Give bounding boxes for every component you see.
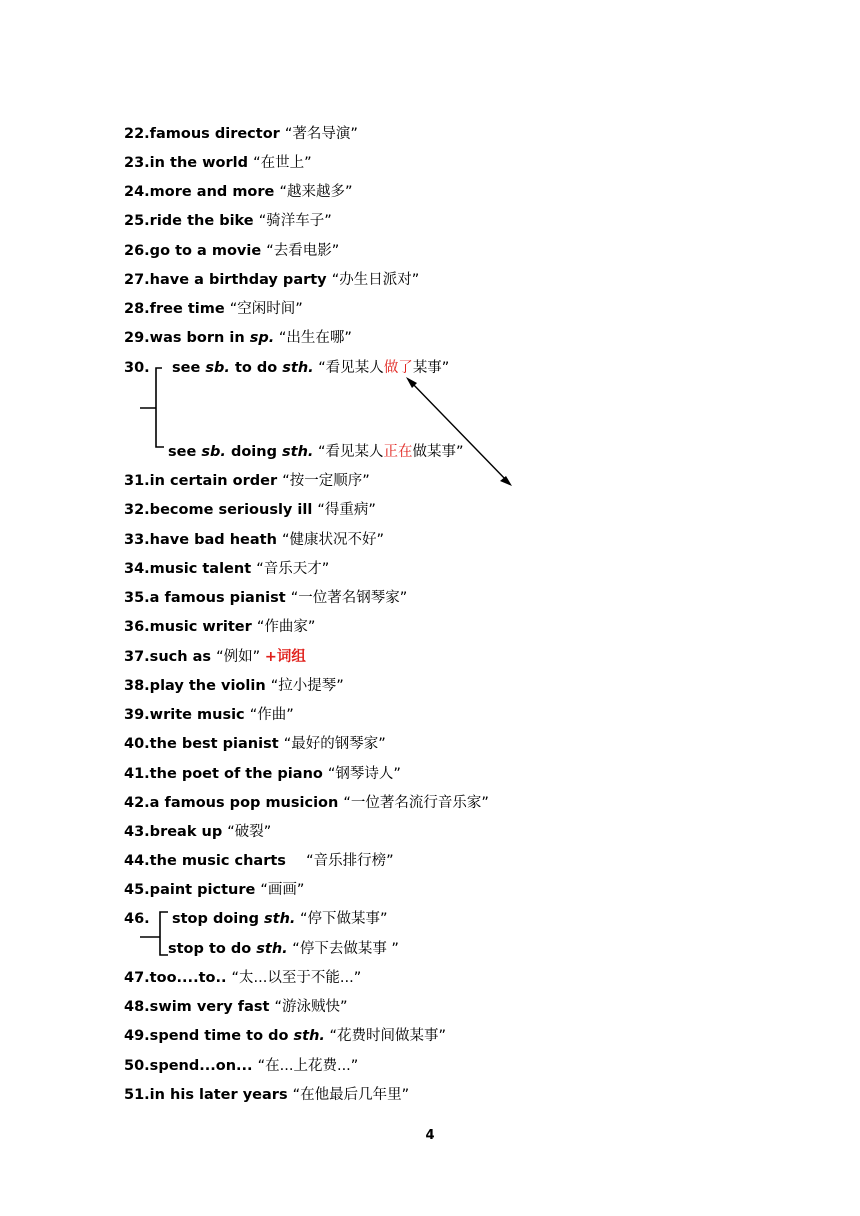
vocab-line-46a: stop doing sth. “停下做某事” bbox=[172, 911, 388, 927]
double-arrow bbox=[410, 381, 508, 482]
vocab-line-51: 51.in his later years “在他最后几年里” bbox=[124, 1087, 410, 1103]
vocab-line-34: 34.music talent “音乐天才” bbox=[124, 561, 330, 577]
vocab-line-30b: see sb. doing sth. “看见某人正在做某事” bbox=[168, 444, 464, 460]
vocab-line-38: 38.play the violin “拉小提琴” bbox=[124, 678, 344, 694]
vocab-line-45: 45.paint picture “画画” bbox=[124, 882, 305, 898]
vocab-line-23: 23.in the world “在世上” bbox=[124, 155, 312, 171]
vocab-line-48: 48.swim very fast “游泳贼快” bbox=[124, 999, 348, 1015]
vocab-line-46b: stop to do sth. “停下去做某事 ” bbox=[168, 941, 399, 957]
vocab-line-37: 37.such as “例如” +词组 bbox=[124, 649, 306, 665]
vocab-line-22: 22.famous director “著名导演” bbox=[124, 126, 358, 142]
vocab-line-46-number: 46. bbox=[124, 911, 150, 927]
vocab-line-32: 32.become seriously ill “得重病” bbox=[124, 502, 376, 518]
vocab-line-36: 36.music writer “作曲家” bbox=[124, 619, 316, 635]
vocab-line-47: 47.too....to.. “太...以至于不能...” bbox=[124, 970, 362, 986]
vocab-line-29: 29.was born in sp. “出生在哪” bbox=[124, 330, 352, 346]
vocab-line-41: 41.the poet of the piano “钢琴诗人” bbox=[124, 766, 401, 782]
vocab-line-30a: see sb. to do sth. “看见某人做了某事” bbox=[172, 360, 450, 376]
vocab-line-33: 33.have bad heath “健康状况不好” bbox=[124, 532, 384, 548]
vocab-line-30-number: 30. bbox=[124, 360, 150, 376]
vocab-line-25: 25.ride the bike “骑洋车子” bbox=[124, 213, 332, 229]
vocab-line-26: 26.go to a movie “去看电影” bbox=[124, 243, 340, 259]
arrow-head-down bbox=[500, 476, 512, 486]
vocab-line-43: 43.break up “破裂” bbox=[124, 824, 272, 840]
vocab-line-27: 27.have a birthday party “办生日派对” bbox=[124, 272, 420, 288]
vocab-line-50: 50.spend...on... “在...上花费...” bbox=[124, 1058, 359, 1074]
vocab-line-39: 39.write music “作曲” bbox=[124, 707, 294, 723]
vocab-line-42: 42.a famous pop musicion “一位著名流行音乐家” bbox=[124, 795, 489, 811]
vocab-line-31: 31.in certain order “按一定顺序” bbox=[124, 473, 370, 489]
vocab-line-44: 44.the music charts “音乐排行榜” bbox=[124, 853, 394, 869]
brace-30 bbox=[140, 368, 164, 447]
page-number: 4 bbox=[425, 1128, 435, 1143]
vocab-line-40: 40.the best pianist “最好的钢琴家” bbox=[124, 736, 386, 752]
vocab-line-28: 28.free time “空闲时间” bbox=[124, 301, 303, 317]
vocab-line-24: 24.more and more “越来越多” bbox=[124, 184, 353, 200]
vocab-line-35: 35.a famous pianist “一位著名钢琴家” bbox=[124, 590, 408, 606]
vocab-line-49: 49.spend time to do sth. “花费时间做某事” bbox=[124, 1028, 447, 1044]
